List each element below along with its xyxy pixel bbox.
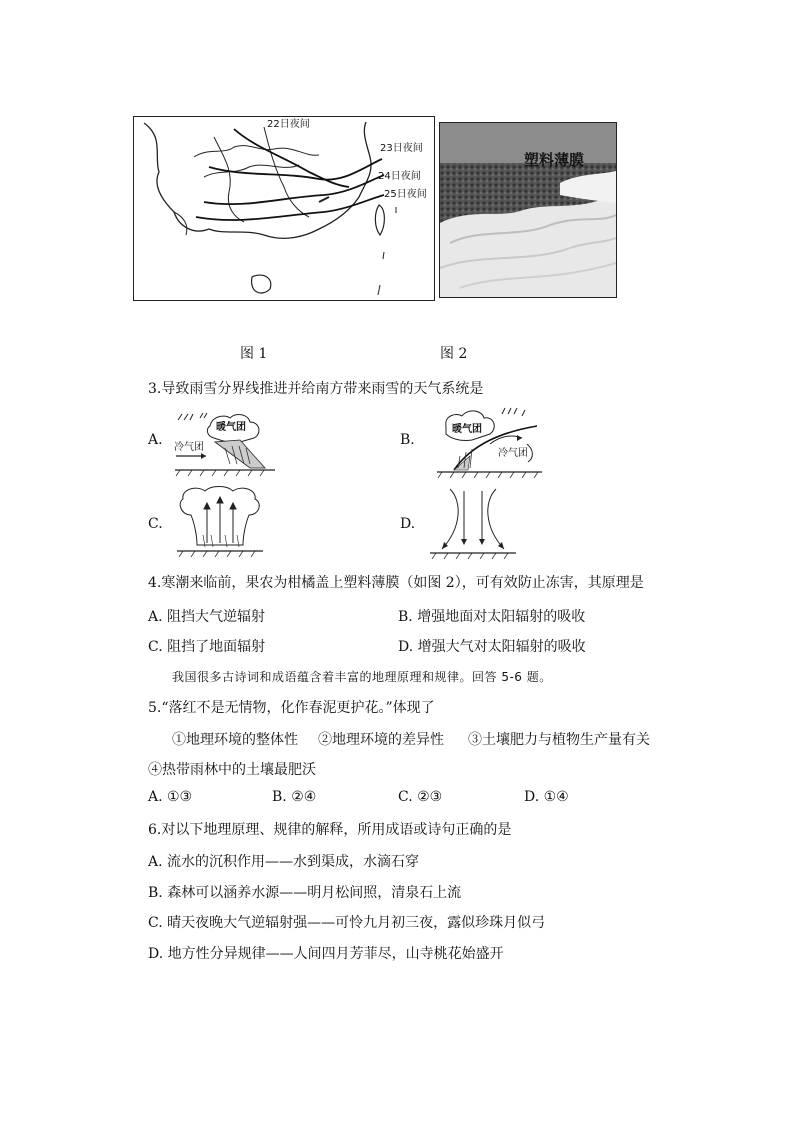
map-label-25: 25日夜间	[384, 189, 427, 200]
map-label-22: 22日夜间	[267, 119, 310, 130]
figure-1-caption: 图 1	[240, 346, 268, 362]
q6-option-b[interactable]: B. 森林可以涵养水源——明月松间照，清泉石上流	[148, 885, 462, 901]
figure-2-caption: 图 2	[440, 346, 468, 362]
intro-note: 我国很多古诗词和成语蕴含着丰富的地理原理和规律。回答 5-6 题。	[172, 670, 552, 684]
q3-option-c-diagram	[175, 485, 265, 563]
q6-option-c[interactable]: C. 晴天夜晚大气逆辐射强——可怜九月初三夜，露似珍珠月似弓	[148, 915, 546, 931]
question-6-stem: 6.对以下地理原理、规律的解释，所用成语或诗句正确的是	[148, 822, 512, 838]
q5-statement-1: ①地理环境的整体性	[172, 732, 298, 748]
q5-statement-3: ③土壤肥力与植物生产量有关	[468, 732, 650, 748]
figure-1-map	[133, 116, 435, 301]
q3-b-warm-label: 暖气团	[452, 424, 482, 435]
china-map-illustration	[134, 117, 434, 300]
q3-a-cold-label: 冷气团	[174, 442, 204, 453]
q6-option-a[interactable]: A. 流水的沉积作用——水到渠成，水滴石穿	[148, 854, 420, 870]
figure-2-photo	[439, 122, 617, 298]
q3-b-cold-label: 冷气团	[498, 448, 528, 459]
q5-option-b[interactable]: B. ②④	[272, 789, 317, 805]
q4-option-c[interactable]: C. 阻挡了地面辐射	[148, 639, 266, 655]
q4-option-b[interactable]: B. 增强地面对太阳辐射的吸收	[398, 609, 586, 625]
q3-option-d-diagram	[428, 487, 518, 563]
question-4-stem: 4.寒潮来临前，果农为柑橘盖上塑料薄膜（如图 2），可有效防止冻害，其原理是	[148, 575, 644, 591]
question-3-stem: 3.导致雨雪分界线推进并给南方带来雨雪的天气系统是	[148, 381, 484, 397]
q5-statement-4: ④热带雨林中的土壤最肥沃	[148, 762, 316, 778]
q3-option-b-diagram	[432, 404, 547, 480]
question-5-stem: 5.“落红不是无情物，化作春泥更护花。”体现了	[148, 700, 435, 716]
photo-label: 塑料薄膜	[524, 151, 585, 169]
q4-option-a[interactable]: A. 阻挡大气逆辐射	[148, 609, 266, 625]
q5-option-c[interactable]: C. ②③	[398, 789, 443, 805]
q5-option-d[interactable]: D. ①④	[524, 789, 569, 805]
plastic-film-photo	[440, 123, 616, 297]
q3-option-c-letter: C.	[148, 516, 163, 532]
q4-option-d[interactable]: D. 增强大气对太阳辐射的吸收	[398, 639, 586, 655]
q6-option-d[interactable]: D. 地方性分异规律——人间四月芳菲尽，山寺桃花始盛开	[148, 946, 504, 962]
map-label-24: 24日夜间	[378, 171, 421, 182]
q3-option-d-letter: D.	[400, 516, 416, 532]
q5-statement-2: ②地理环境的差异性	[318, 732, 444, 748]
q3-option-a-letter: A.	[148, 432, 163, 448]
q3-option-b-letter: B.	[400, 432, 415, 448]
map-label-23: 23日夜间	[380, 143, 423, 154]
q5-option-a[interactable]: A. ①③	[148, 789, 193, 805]
q3-a-warm-label: 暖气团	[216, 422, 246, 433]
q3-option-a-diagram	[170, 408, 280, 480]
